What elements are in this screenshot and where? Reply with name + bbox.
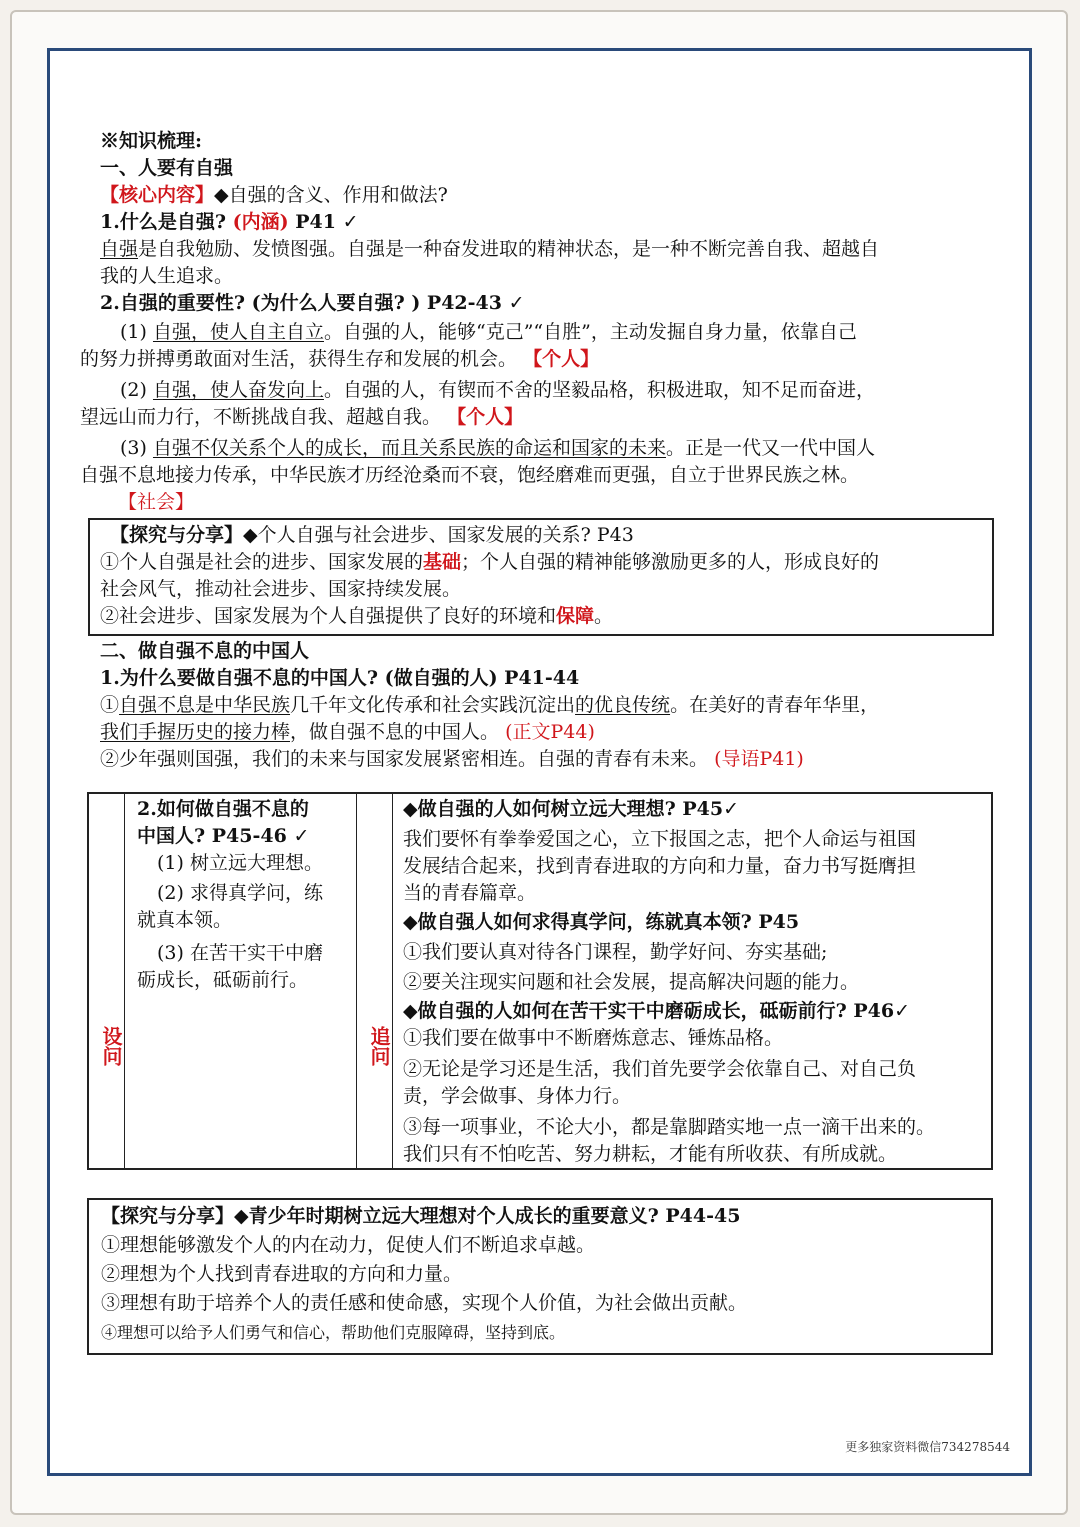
explore2-l4: ④理想可以给予人们勇气和信心，帮助他们克服障碍，坚持到底。: [101, 1323, 566, 1342]
point3-tag: 【社会】: [118, 491, 195, 513]
q2-line: [100, 290, 990, 317]
knowledge-content: [80, 128, 990, 773]
left-title2: 中国人? P45-46: [137, 825, 287, 847]
check-icon: ✓: [293, 825, 310, 847]
explore1-l2a: ②社会进步、国家发展为个人自强提供了良好的环境和: [100, 605, 557, 627]
right-t3b: ②无论是学习还是生活，我们首先要学会依靠自己、对自己负: [403, 1058, 917, 1080]
right-h3-line: [403, 998, 985, 1025]
label-right: 追问: [357, 794, 393, 1168]
section2-title: 二、做自强不息的中国人: [100, 640, 310, 662]
footer-note: 更多独家资料微信734278544: [845, 1440, 1010, 1454]
point3-text: 。正是一代又一代中国人: [665, 437, 875, 459]
q1-answer-underline: 自强: [100, 238, 139, 260]
explore2-l3: ③理想有助于培养个人的责任感和使命感，实现个人价值，为社会做出贡献。: [101, 1292, 748, 1314]
left-item3b: 砺成长，砥砺前行。: [137, 969, 309, 991]
point1-text2: 的努力拼搏勇敢面对生活，获得生存和发展的机会。: [80, 348, 518, 370]
right-t3d: ③每一项事业，不论大小，都是靠脚踏实地一点一滴干出来的。: [403, 1116, 936, 1138]
a1-u3: 我们手握历史的接力棒: [100, 721, 291, 743]
point3-underline: 自强不仅关系个人的成长，而且关系民族的命运和国家的未来: [152, 437, 666, 459]
point2: [80, 377, 990, 431]
explore1-point2: [100, 603, 984, 630]
section2-q1: 1.为什么要做自强不息的中国人? (做自强的人) P41-44: [100, 667, 580, 689]
explore-box-2: [87, 1198, 993, 1355]
a2-text: ②少年强则国强，我们的未来与国家发展紧密相连。自强的青春有未来。: [100, 748, 709, 770]
explore1-l1r: 基础: [423, 551, 462, 573]
right-column: [393, 794, 991, 1168]
a2-tag: (导语P41): [714, 748, 804, 770]
point2-num: (2): [120, 379, 147, 401]
section2-a1: [100, 692, 990, 746]
core-text: ◆自强的含义、作用和做法?: [214, 184, 448, 206]
right-t3c: 责，学会做事、身体力行。: [403, 1085, 632, 1107]
point1-text: 。自强的人，能够“克己”“自胜”，主动发掘自身力量，依靠自己: [323, 321, 857, 343]
point1: [80, 319, 990, 373]
point3: [80, 435, 990, 489]
right-t3e: 我们只有不怕吃苦、努力耕耘，才能有所收获、有所成就。: [403, 1143, 898, 1165]
q1-answer-text: 是自我勉励、发愤图强。自强是一种奋发进取的精神状态，是一种不断完善自我、超越自: [138, 238, 880, 260]
explore1-l1c: 社会风气，推动社会进步、国家持续发展。: [100, 578, 462, 600]
a1-u1: 自强不息是中华民族: [119, 694, 291, 716]
right-t1c: 当的青春篇章。: [403, 882, 537, 904]
point1-num: (1): [120, 321, 147, 343]
explore2-l2: ②理想为个人找到青春进取的方向和力量。: [101, 1263, 463, 1285]
core-content-line: [100, 182, 990, 209]
explore2-tag: 【探究与分享】: [101, 1205, 235, 1227]
explore1-l1b: ；个人自强的精神能够激励更多的人，形成良好的: [461, 551, 880, 573]
right-h1: ◆做自强的人如何树立远大理想? P45: [403, 798, 724, 820]
explore2-l1: ①理想能够激发个人的内在动力，促使人们不断追求卓越。: [101, 1234, 596, 1256]
a1-rest: 。在美好的青春年华里，: [670, 694, 880, 716]
point1-underline: 自强，使人自主自立: [152, 321, 324, 343]
explore-box-1: [88, 518, 994, 636]
right-t1a: 我们要怀有拳拳爱国之心，立下报国之志，把个人命运与祖国: [403, 828, 917, 850]
explore1-l2b: 。: [594, 605, 614, 627]
section2-a2: [100, 746, 990, 773]
question-table: [87, 792, 993, 1170]
explore2-title: ◆青少年时期树立远大理想对个人成长的重要意义? P44-45: [234, 1205, 741, 1227]
explore2-title-line: [101, 1202, 981, 1231]
explore1-title: ◆个人自强与社会进步、国家发展的关系? P43: [243, 524, 634, 546]
explore1-tag: 【探究与分享】: [110, 524, 244, 546]
check-icon: ✓: [723, 798, 740, 820]
point2-text: 。自强的人，有锲而不舍的坚毅品格，积极进取，知不足而奋进，: [323, 379, 875, 401]
explore1-l1a: ①个人自强是社会的进步、国家发展的: [100, 551, 424, 573]
left-title1: 2.如何做自强不息的: [137, 798, 309, 820]
explore1-point1: [100, 549, 984, 603]
right-t2a: ①我们要认真对待各门课程，勤学好问、夯实基础;: [403, 941, 828, 963]
label-left: 设问: [89, 794, 125, 1168]
check-icon: ✓: [894, 1000, 911, 1022]
point3-tag-line: [118, 489, 990, 516]
explore1-l2r: 保障: [556, 605, 595, 627]
point2-tag: 【个人】: [447, 406, 524, 428]
explore1-title-line: [110, 522, 984, 549]
a1-u2: 的优良传统: [575, 694, 671, 716]
check-icon: ✓: [508, 292, 525, 314]
q1-page: P41: [295, 211, 336, 233]
q1-answer-text2: 我的人生追求。: [100, 265, 234, 287]
a1-tag: (正文P44): [505, 721, 595, 743]
left-item2a: (2) 求得真学问，练: [157, 882, 323, 904]
right-h2: ◆做自强人如何求得真学问，练就真本领? P45: [403, 911, 800, 933]
right-h1-line: [403, 796, 985, 823]
left-item3a: (3) 在苦干实干中磨: [157, 942, 323, 964]
heading: ※知识梳理:: [100, 130, 203, 152]
q1-answer: [100, 236, 990, 290]
left-item2b: 就真本领。: [137, 909, 233, 931]
left-item1: (1) 树立远大理想。: [157, 852, 323, 874]
right-t1b: 发展结合起来，找到青春进取的方向和力量，奋力书写挺膺担: [403, 855, 917, 877]
section1-title: 一、人要有自强: [100, 157, 234, 179]
q1-line: [100, 209, 990, 236]
core-tag: 【核心内容】: [100, 184, 215, 206]
a1-rest2: ，做自强不息的中国人。: [290, 721, 500, 743]
point1-tag: 【个人】: [523, 348, 600, 370]
left-title2-line: [137, 823, 348, 850]
q2-title: 2.自强的重要性? (为什么人要自强? ) P42-43: [100, 292, 502, 314]
right-t3a: ①我们要在做事中不断磨炼意志、锤炼品格。: [403, 1027, 784, 1049]
a1-mid: 几千年文化传承和社会实践沉淀出: [290, 694, 576, 716]
point3-text2: 自强不息地接力传承，中华民族才历经沧桑而不衰，饱经磨难而更强，自立于世界民族之林。: [80, 464, 860, 486]
a1-pre: ①: [100, 694, 120, 716]
point2-underline: 自强，使人奋发向上: [152, 379, 324, 401]
q1-num: 1.什么是自强?: [100, 211, 226, 233]
check-icon: ✓: [342, 211, 359, 233]
left-column: [125, 794, 357, 1168]
right-h3: ◆做自强的人如何在苦干实干中磨砺成长，砥砺前行? P46: [403, 1000, 895, 1022]
right-t2b: ②要关注现实问题和社会发展，提高解决问题的能力。: [403, 971, 860, 993]
point3-num: (3): [120, 437, 147, 459]
point2-text2: 望远山而力行，不断挑战自我、超越自我。: [80, 406, 442, 428]
q1-tag: (内涵): [232, 211, 289, 233]
